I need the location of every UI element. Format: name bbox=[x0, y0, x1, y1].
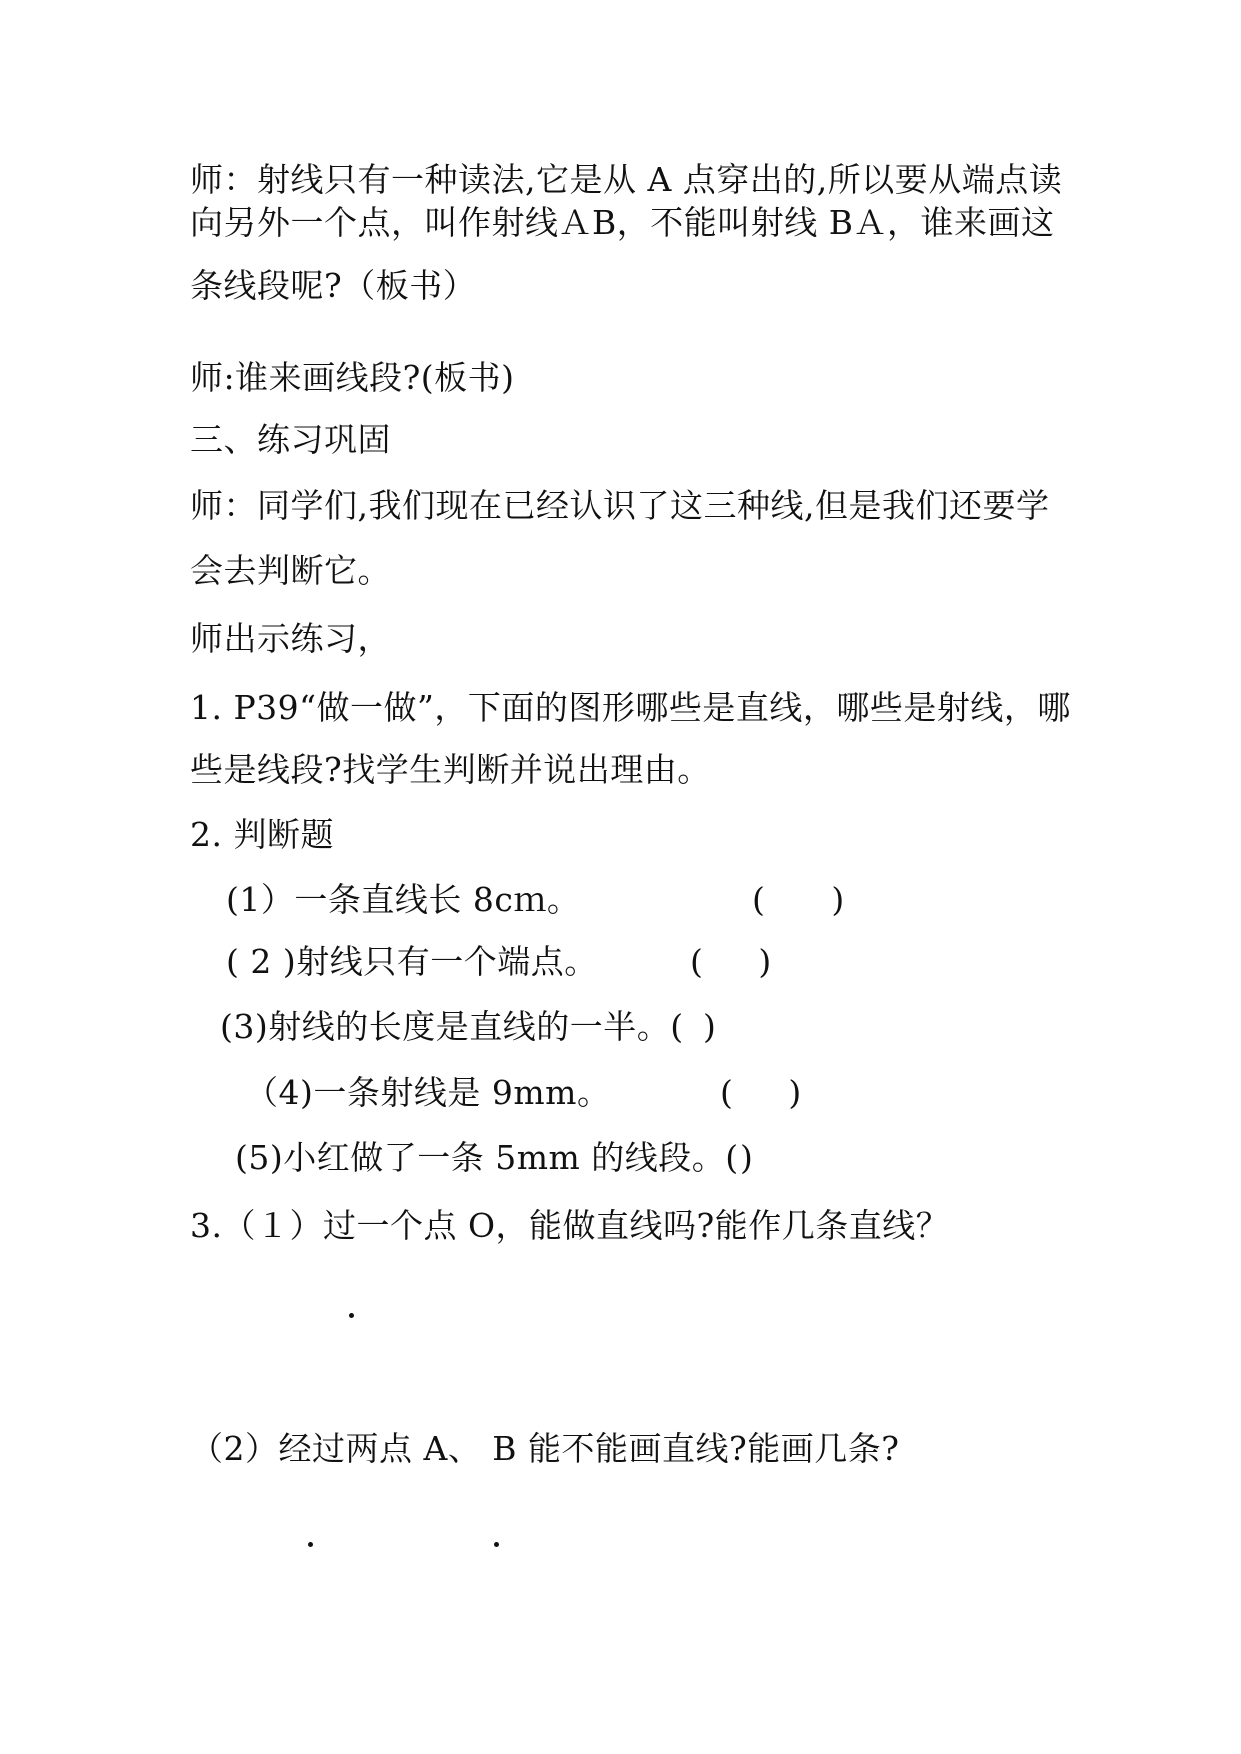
point-a-dot bbox=[308, 1542, 313, 1547]
judgment-bracket-4: ( ) bbox=[720, 1073, 802, 1112]
paragraph-line-5: 师：同学们,我们现在已经认识了这三种线,但是我们还要学 bbox=[190, 486, 1050, 525]
exercise-1-line-2: 些是线段?找学生判断并说出理由。 bbox=[190, 750, 711, 789]
paragraph-line-7: 师出示练习， bbox=[190, 619, 391, 658]
judgment-item-2: ( 2 )射线只有一个端点。 bbox=[226, 942, 598, 981]
judgment-item-3: (3)射线的长度是直线的一半。( bbox=[220, 1007, 684, 1046]
judgment-bracket-3: ) bbox=[703, 1007, 717, 1046]
point-b-dot bbox=[494, 1542, 499, 1547]
point-o-dot bbox=[349, 1313, 354, 1318]
section-heading: 三、练习巩固 bbox=[190, 420, 391, 459]
paragraph-line-2: 向另外一个点，叫作射线ＡB，不能叫射线 BＡ，谁来画这 bbox=[190, 203, 1055, 242]
paragraph-line-4: 师:谁来画线段?(板书) bbox=[190, 358, 515, 397]
exercise-1-line-1: 1. P39“做一做”，下面的图形哪些是直线，哪些是射线，哪 bbox=[190, 688, 1071, 727]
exercise-3-part-2: （2）经过两点 A、 B 能不能画直线?能画几条? bbox=[190, 1429, 900, 1468]
paragraph-line-1: 师：射线只有一种读法,它是从 A 点穿出的,所以要从端点读 bbox=[190, 160, 1063, 199]
judgment-item-5: (5)小红做了一条 5mm 的线段。( bbox=[235, 1138, 739, 1177]
exercise-2-heading: 2. 判断题 bbox=[190, 815, 334, 854]
exercise-3-part-1: 3.（１）过一个点 O，能做直线吗?能作几条直线？ bbox=[190, 1206, 950, 1245]
judgment-bracket-2: ( ) bbox=[690, 942, 772, 981]
paragraph-line-6: 会去判断它。 bbox=[190, 551, 391, 590]
judgment-item-4: （4)一条射线是 9mm。 bbox=[245, 1073, 611, 1112]
paragraph-line-3: 条线段呢?（板书） bbox=[190, 266, 477, 305]
judgment-bracket-1: ( ) bbox=[752, 880, 845, 919]
judgment-item-1: (1）一条直线长 8cｍ。 bbox=[226, 880, 581, 919]
judgment-bracket-5: ) bbox=[740, 1138, 754, 1177]
